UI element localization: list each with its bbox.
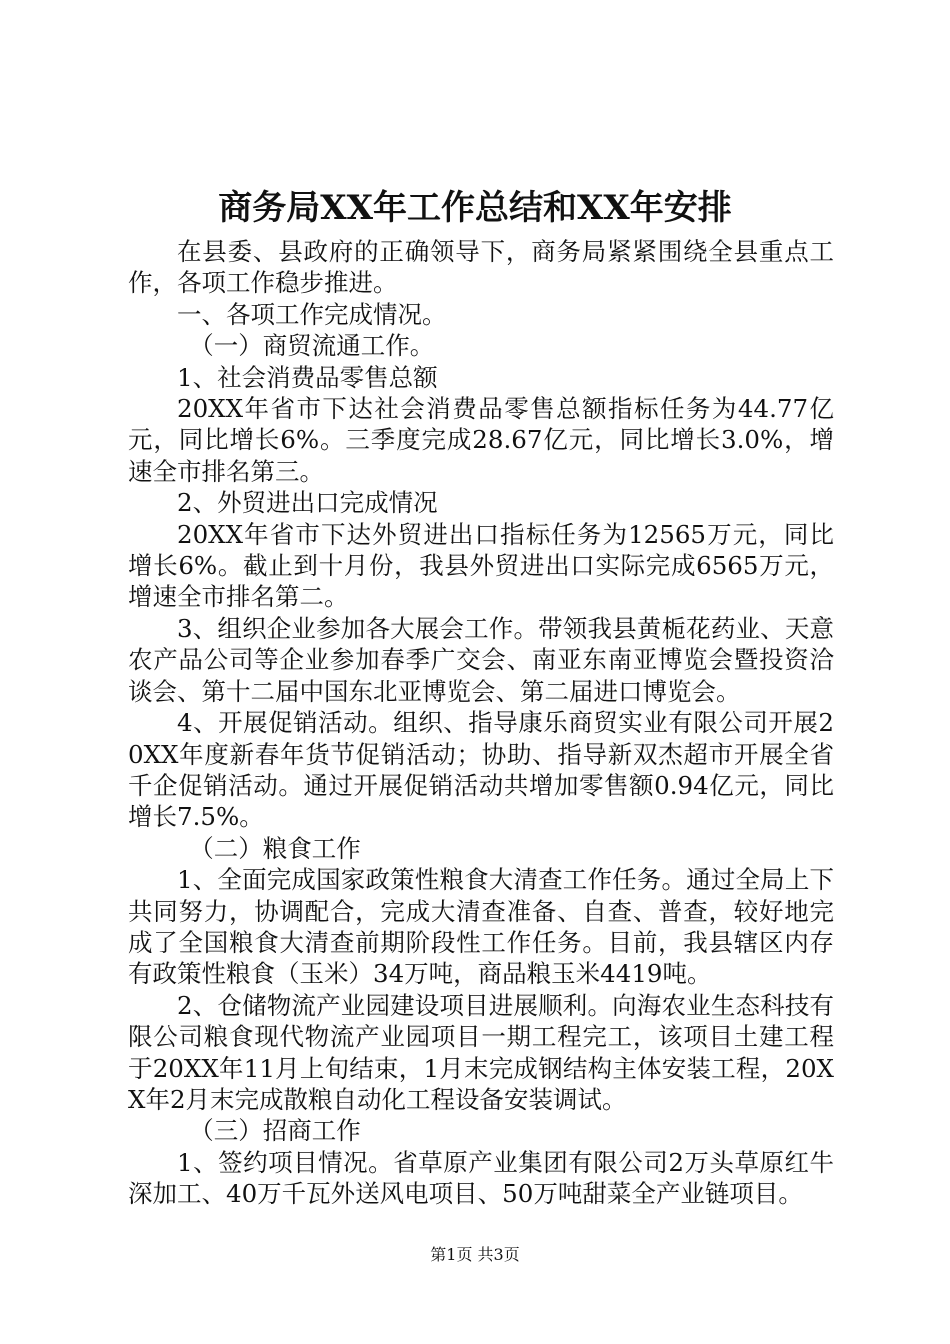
heading-subsection-trade: （一）商贸流通工作。 bbox=[189, 331, 435, 361]
paragraph-intro: 在县委、县政府的正确领导下，商务局紧紧围绕全县重点工作，各项工作稳步推进。 bbox=[128, 237, 834, 298]
paragraph-foreign-trade: 20XX年省市下达外贸进出口指标任务为12565万元，同比增长6%。截止到十月份，我县外贸进出口实际完成6565万元，增速全市排名第二。 bbox=[128, 519, 834, 612]
paragraph-exhibitions: 3、组织企业参加各大展会工作。带领我县黄栀花药业、天意农产品公司等企业参加春季广交会、南亚东南亚博览会暨投资洽谈会、第十二届中国东北亚博览会、第二届进口博览会。 bbox=[128, 613, 834, 706]
heading-subsection-investment: （三）招商工作 bbox=[189, 1116, 361, 1146]
paragraph-logistics-park: 2、仓储物流产业园建设项目进展顺利。向海农业生态科技有限公司粮食现代物流产业园项目一期工程完工，该项目土建工程于20XX年11月上旬结束，1月末完成钢结构主体安装工程，20XX年2月末完成散粮自动化工程设备安装调试。 bbox=[128, 990, 834, 1114]
paragraph-promotions: 4、开展促销活动。组织、指导康乐商贸实业有限公司开展20XX年度新春年货节促销活动；协助、指导新双杰超市开展全省千企促销活动。通过开展促销活动共增加零售额0.94亿元，同比增长7.5%。 bbox=[128, 708, 834, 832]
heading-section-1: 一、各项工作完成情况。 bbox=[177, 299, 447, 329]
document-title: 商务局XX年工作总结和XX年安排 bbox=[218, 188, 732, 228]
document-body bbox=[128, 236, 834, 1210]
heading-subsection-grain: （二）粮食工作 bbox=[189, 833, 361, 863]
paragraph-retail-sales: 20XX年省市下达社会消费品零售总额指标任务为44.77亿元，同比增长6%。三季度完成28.67亿元，同比增长3.0%，增速全市排名第三。 bbox=[128, 394, 834, 486]
heading-retail-sales: 1、社会消费品零售总额 bbox=[177, 362, 438, 392]
page-footer: 第1页 共3页 bbox=[430, 1245, 520, 1264]
paragraph-signed-projects: 1、签约项目情况。省草原产业集团有限公司2万头草原红牛深加工、40万千瓦外送风电项目、50万吨甜菜全产业链项目。 bbox=[128, 1147, 834, 1209]
paragraph-grain-inspection: 1、全面完成国家政策性粮食大清查工作任务。通过全局上下共同努力，协调配合，完成大清查准备、自查、普查，较好地完成了全国粮食大清查前期阶段性工作任务。目前，我县辖区内存有政策性粮食（玉米）34万吨，商品粮玉米4419吨。 bbox=[128, 865, 834, 989]
heading-foreign-trade: 2、外贸进出口完成情况 bbox=[177, 488, 438, 518]
